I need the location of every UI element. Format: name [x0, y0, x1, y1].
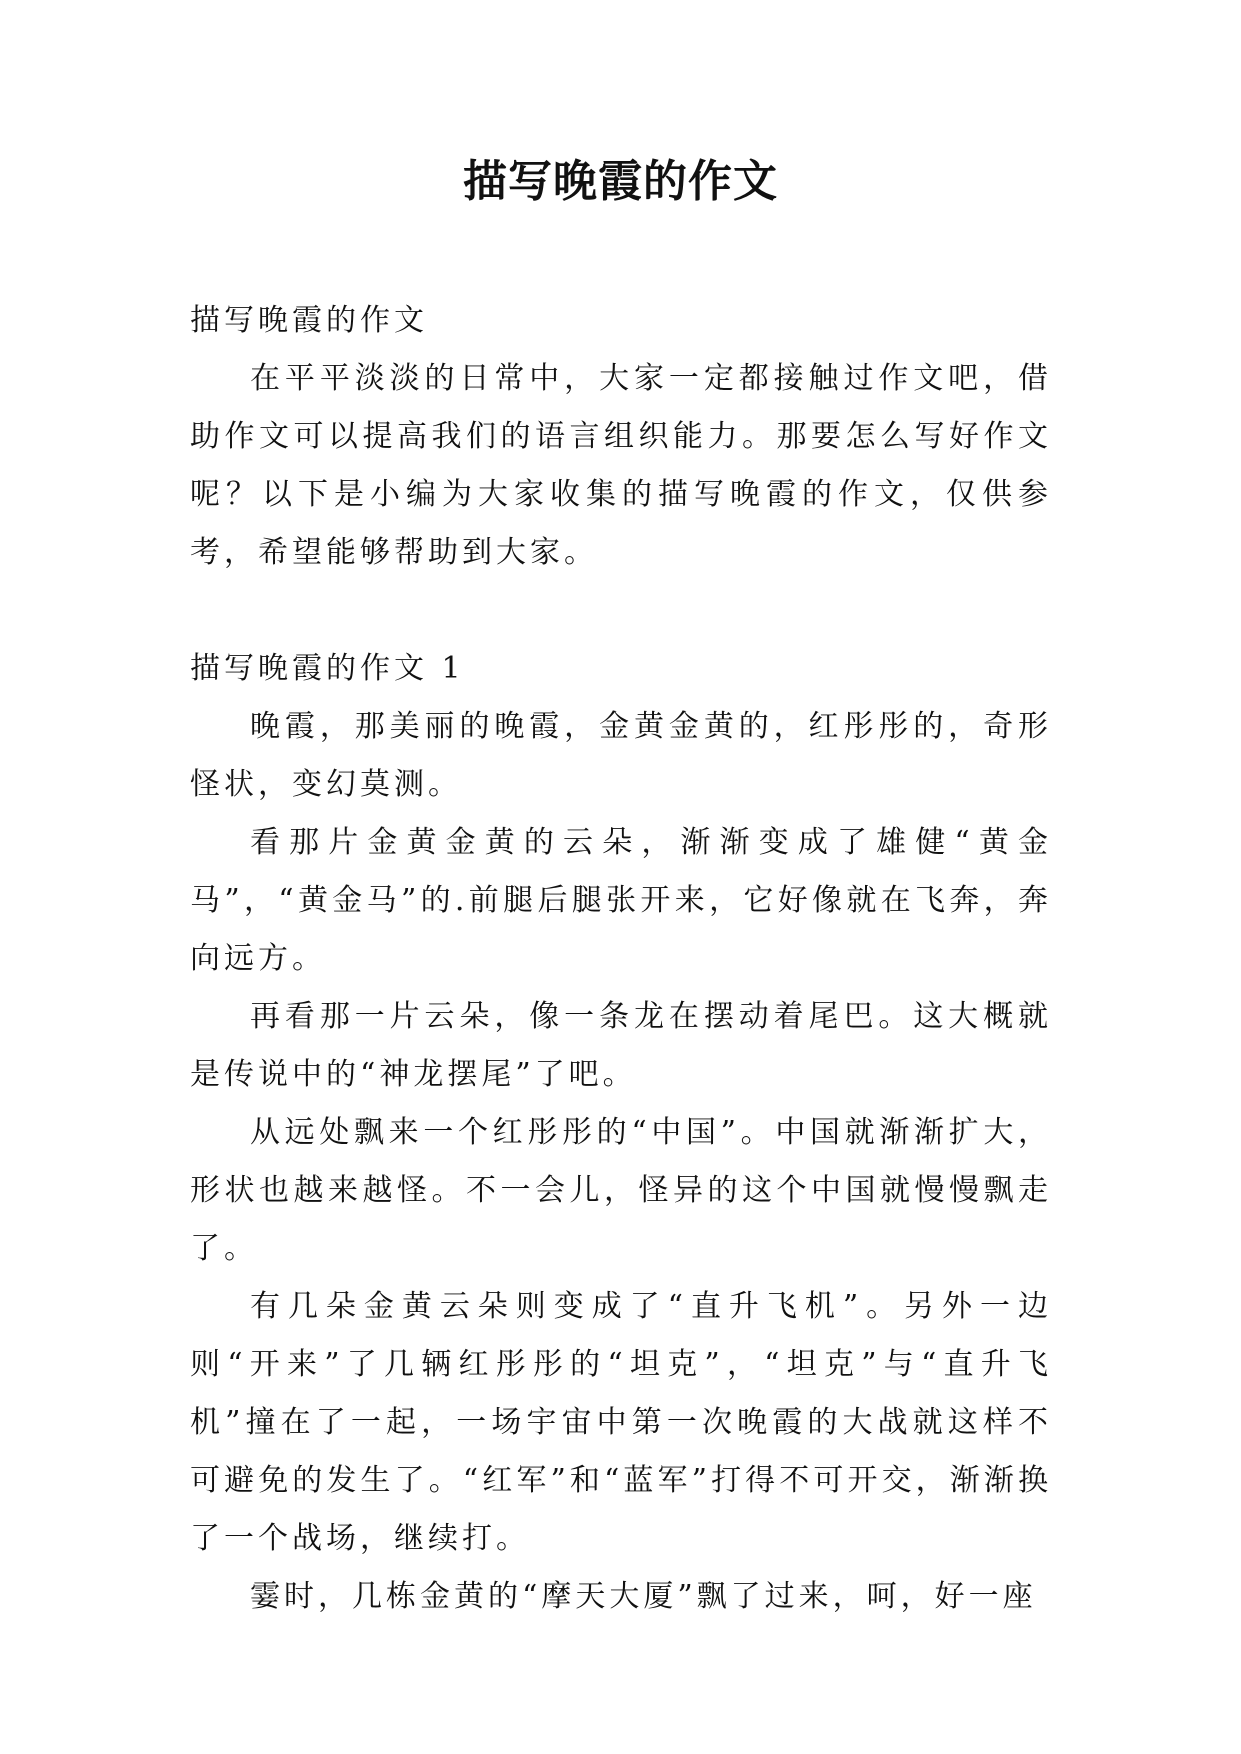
- body-paragraph: 看那片金黄金黄的云朵，渐渐变成了雄健“黄金马”，“黄金马”的.前腿后腿张开来，它好像就在飞奔，奔向远方。: [190, 825, 1052, 976]
- document-body: [190, 292, 1052, 1626]
- intro-paragraph: 在平平淡淡的日常中，大家一定都接触过作文吧，借助作文可以提高我们的语言组织能力。那要怎么写好作文呢？以下是小编为大家收集的描写晚霞的作文，仅供参考，希望能够帮助到大家。: [190, 361, 1052, 570]
- body-paragraph: 晚霞，那美丽的晚霞，金黄金黄的，红彤彤的，奇形怪状，变幻莫测。: [190, 709, 1052, 802]
- body-paragraph: 霎时，几栋金黄的“摩天大厦”飘了过来，呵，好一座: [250, 1579, 1037, 1614]
- section-spacer: [190, 582, 1052, 640]
- subtitle: 描写晚霞的作文: [190, 303, 428, 338]
- body-paragraph: 从远处飘来一个红彤彤的“中国”。中国就渐渐扩大，形状也越来越怪。不一会儿，怪异的这个中国就慢慢飘走了。: [190, 1115, 1052, 1266]
- section-heading: 描写晚霞的作文 1: [190, 651, 465, 686]
- body-paragraph: 再看那一片云朵，像一条龙在摆动着尾巴。这大概就是传说中的“神龙摆尾”了吧。: [190, 999, 1052, 1092]
- document-title: 描写晚霞的作文: [463, 156, 778, 207]
- body-paragraph: 有几朵金黄云朵则变成了“直升飞机”。另外一边则“开来”了几辆红彤彤的“坦克”，“坦克”与“直升飞机”撞在了一起，一场宇宙中第一次晚霞的大战就这样不可避免的发生了。“红军”和“蓝军”打得不可开交，渐渐换了一个战场，继续打。: [190, 1289, 1052, 1556]
